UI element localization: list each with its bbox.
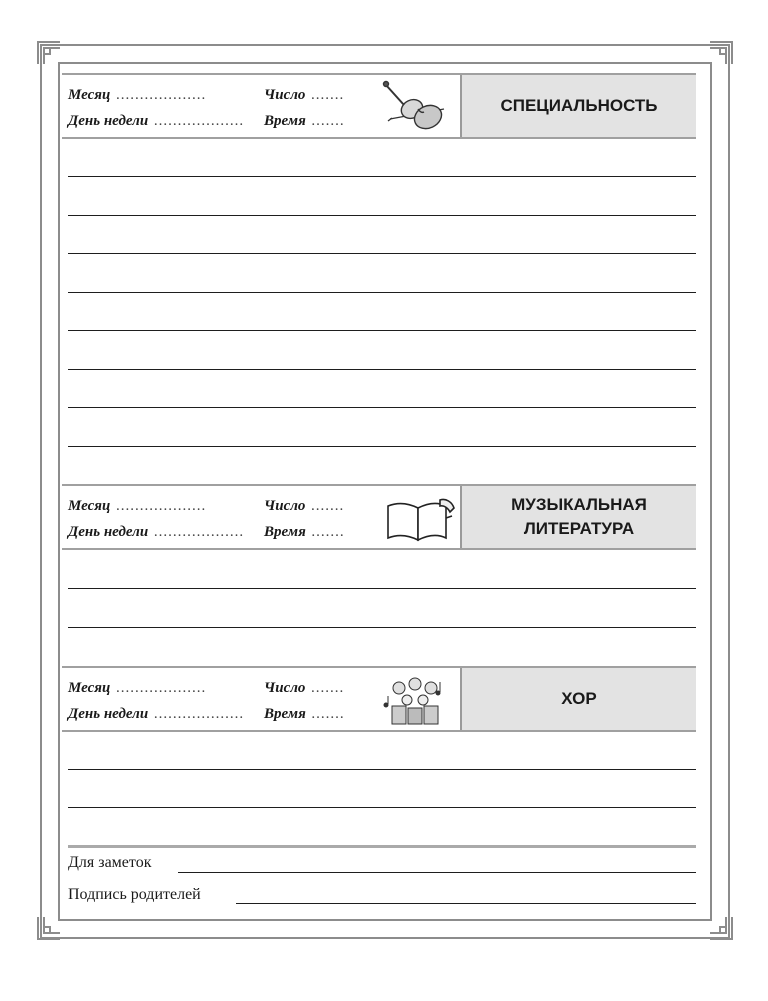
subject-title: СПЕЦИАЛЬНОСТЬ [460,75,696,137]
date-blank: ....... [311,680,345,696]
writing-line[interactable] [68,807,696,808]
date-blank: ....... [311,87,345,103]
time-blank: ....... [311,113,346,129]
date-label: Число [264,680,306,696]
day-of-week-field[interactable] [68,524,244,541]
writing-line[interactable] [68,369,696,370]
time-field[interactable] [264,113,345,130]
time-label: Время [264,706,306,722]
day-of-week-field[interactable] [68,113,244,130]
time-blank: ....... [311,706,346,722]
month-field[interactable] [68,680,207,697]
time-field[interactable] [264,524,345,541]
signature-line[interactable] [236,903,696,904]
subject-title: ХОР [460,668,696,730]
notes-label: Для заметок [68,854,152,871]
corner-ornament-icon [708,40,734,66]
month-blank: ................... [116,87,207,103]
day-of-week-blank: ................... [154,706,245,722]
day-of-week-blank: ................... [154,113,245,129]
choir-icon [382,672,458,728]
day-of-week-field[interactable] [68,706,244,723]
date-blank: ....... [311,498,345,514]
section-header-music-literature [62,484,696,550]
writing-line[interactable] [68,330,696,331]
writing-line[interactable] [68,769,696,770]
writing-line[interactable] [68,407,696,408]
corner-ornament-icon [36,40,62,66]
date-fields [68,486,460,548]
section-divider [68,845,696,848]
violin-icon [382,79,458,135]
writing-line[interactable] [68,176,696,177]
open-book-icon [382,490,458,546]
corner-ornament-icon [36,915,62,941]
time-label: Время [264,113,306,129]
month-label: Месяц [68,87,111,103]
month-field[interactable] [68,498,207,515]
date-field[interactable] [264,680,345,697]
writing-line[interactable] [68,588,696,589]
writing-line[interactable] [68,627,696,628]
date-label: Число [264,87,306,103]
writing-line[interactable] [68,253,696,254]
time-blank: ....... [311,524,346,540]
subject-title: МУЗЫКАЛЬНАЯ ЛИТЕРАТУРА [460,486,696,548]
writing-line[interactable] [68,292,696,293]
date-field[interactable] [264,87,345,104]
date-label: Число [264,498,306,514]
day-of-week-blank: ................... [154,524,245,540]
time-label: Время [264,524,306,540]
date-fields [68,668,460,730]
day-of-week-label: День недели [68,524,149,540]
day-of-week-label: День недели [68,113,149,129]
month-label: Месяц [68,498,111,514]
notes-line[interactable] [178,872,696,873]
date-fields [68,75,460,137]
month-blank: ................... [116,680,207,696]
day-of-week-label: День недели [68,706,149,722]
corner-ornament-icon [708,915,734,941]
month-field[interactable] [68,87,207,104]
writing-line[interactable] [68,215,696,216]
month-label: Месяц [68,680,111,696]
date-field[interactable] [264,498,345,515]
writing-line[interactable] [68,446,696,447]
month-blank: ................... [116,498,207,514]
signature-label: Подпись родителей [68,886,201,903]
section-header-specialty [62,73,696,139]
time-field[interactable] [264,706,345,723]
section-header-choir [62,666,696,732]
